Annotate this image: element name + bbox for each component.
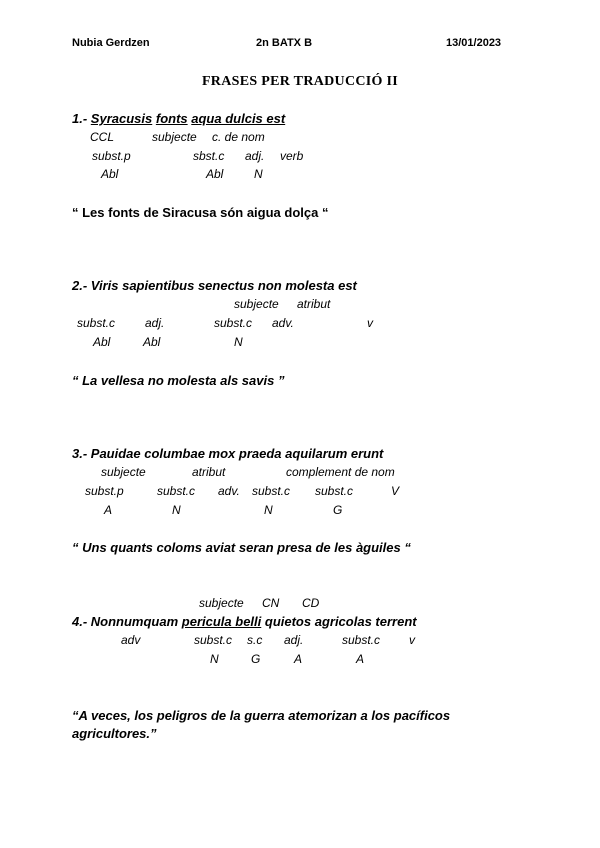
- sentence-part: 4.- Nonnumquam: [72, 614, 182, 629]
- student-name: Nubia Gerdzen: [72, 37, 150, 49]
- translation-3: “ Uns quants coloms aviat seran presa de les àguiles “: [72, 540, 411, 555]
- translation-1: “ Les fonts de Siracusa són aigua dolça “: [72, 205, 329, 220]
- annotation: subst.p: [92, 149, 131, 163]
- annotation: subst.c: [194, 633, 233, 647]
- annotation: N: [172, 503, 181, 517]
- annotation: V: [391, 484, 400, 498]
- annotation: subst.c: [157, 484, 196, 498]
- annotation: subst.c: [77, 316, 116, 330]
- annotation: adj.: [245, 149, 265, 163]
- sentence-4: [72, 615, 417, 628]
- annotation: atribut: [192, 465, 226, 479]
- translation-4-line-1: “A veces, los peligros de la guerra atemorizan a los pacíficos: [72, 708, 451, 723]
- page-title: FRASES PER TRADUCCIÓ II: [201, 74, 399, 89]
- sentence-1: [72, 112, 285, 125]
- annotation: subst.c: [214, 316, 253, 330]
- annotation: G: [333, 503, 343, 517]
- annotation: verb: [280, 149, 304, 163]
- word-aqua-dulcis-est: aqua dulcis est: [191, 111, 286, 126]
- annotation: Abl: [143, 335, 161, 349]
- word-fonts: fonts: [155, 111, 188, 126]
- sentence-number: 1.-: [72, 111, 91, 126]
- annotation: Abl: [101, 167, 119, 181]
- annotation: v: [409, 633, 415, 647]
- class-label: 2n BATX B: [256, 37, 313, 49]
- translation-4-line-2: agricultores.”: [72, 726, 157, 741]
- date-label: 13/01/2023: [446, 37, 502, 49]
- annotation: A: [356, 652, 365, 666]
- word-syracusis: Syracusis: [90, 111, 153, 126]
- annotation: complement de nom: [286, 465, 395, 479]
- sentence-part: quietos agricolas terrent: [261, 614, 417, 629]
- annotation: adj.: [284, 633, 304, 647]
- annotation: atribut: [297, 297, 331, 311]
- sentence-3: 3.- Pauidae columbae mox praeda aquilarum erunt: [72, 446, 384, 461]
- annotation: subst.p: [85, 484, 124, 498]
- annotation: N: [264, 503, 273, 517]
- annotation: CD: [302, 596, 320, 610]
- annotation: Abl: [206, 167, 224, 181]
- annotation: adv.: [272, 316, 294, 330]
- translation-2: “ La vellesa no molesta als savis ”: [72, 373, 285, 388]
- annotation: A: [294, 652, 303, 666]
- annotation: A: [104, 503, 113, 517]
- annotation: v: [367, 316, 373, 330]
- annotation: N: [234, 335, 243, 349]
- annotation: G: [251, 652, 261, 666]
- annotation: CN: [262, 596, 280, 610]
- annotation: subst.c: [315, 484, 354, 498]
- annotation: CCL: [90, 130, 115, 144]
- annotation: subjecte: [152, 130, 197, 144]
- annotation: N: [254, 167, 263, 181]
- sentence-2: 2.- Viris sapientibus senectus non molesta est: [72, 278, 357, 293]
- annotation: adv: [121, 633, 141, 647]
- annotation: subjecte: [199, 596, 244, 610]
- annotation: subst.c: [342, 633, 381, 647]
- annotation: adv.: [218, 484, 240, 498]
- annotation: c. de nom: [212, 130, 265, 144]
- annotation: sbst.c: [193, 149, 225, 163]
- annotation: adj.: [145, 316, 165, 330]
- annotation: subjecte: [234, 297, 279, 311]
- word-pericula-belli: pericula belli: [181, 614, 262, 629]
- annotation: Abl: [93, 335, 111, 349]
- annotation: s.c: [247, 633, 263, 647]
- annotation: subst.c: [252, 484, 291, 498]
- annotation: subjecte: [101, 465, 146, 479]
- annotation: N: [210, 652, 219, 666]
